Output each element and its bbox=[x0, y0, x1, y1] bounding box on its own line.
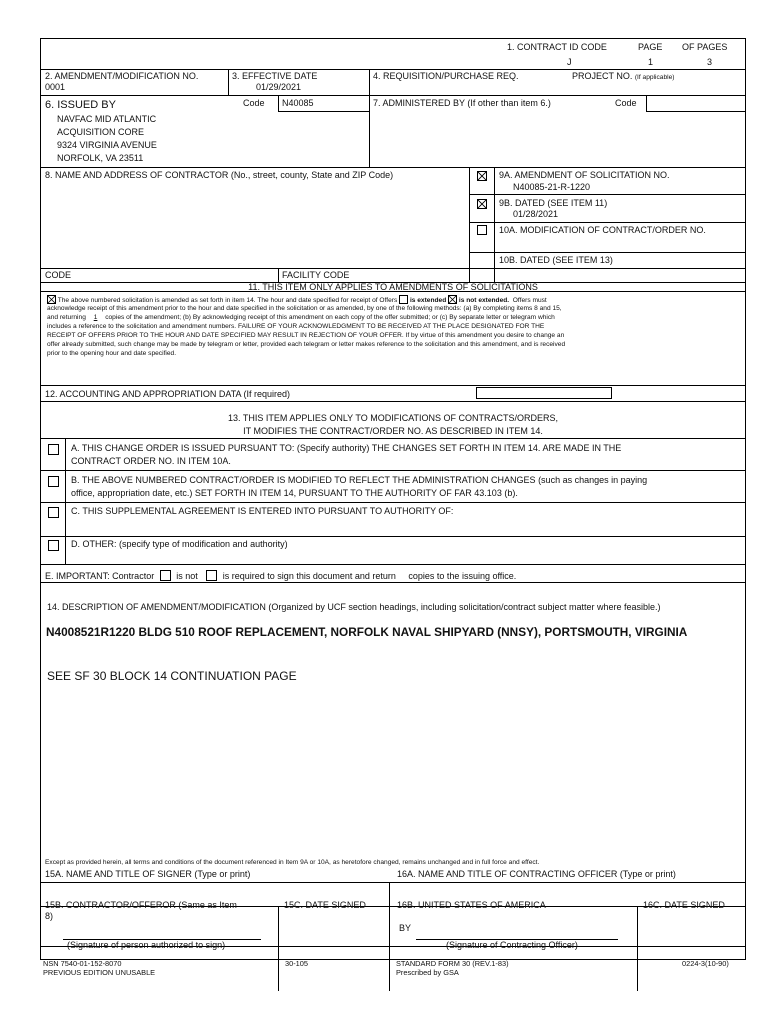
item-12-label: 12. ACCOUNTING AND APPROPRIATION DATA (If required) bbox=[45, 389, 291, 399]
amendment-label: 2. AMENDMENT/MODIFICATION NO. bbox=[45, 71, 199, 81]
item-14-label: 14. DESCRIPTION OF AMENDMENT/MODIFICATION (Organized by UCF section headings, including solicitation/contract subject matter where feasible.) bbox=[47, 602, 661, 612]
item-13c-checkbox[interactable] bbox=[48, 507, 59, 518]
item-9a-value: N40085-21-R-1220 bbox=[513, 182, 591, 192]
item-9b-value: 01/28/2021 bbox=[513, 209, 559, 219]
item-13-title-1: 13. THIS ITEM APPLIES ONLY TO MODIFICATIONS OF CONTRACTS/ORDERS, bbox=[227, 413, 559, 423]
administered-label: 7. ADMINISTERED BY (If other than item 6.) bbox=[373, 98, 551, 108]
code-label: CODE bbox=[45, 270, 72, 280]
sf30-form bbox=[40, 38, 746, 960]
item-13b-checkbox[interactable] bbox=[48, 476, 59, 487]
form-code: 30-105 bbox=[285, 959, 309, 968]
amendment-value: 0001 bbox=[45, 82, 66, 92]
issued-line-3: 9324 VIRGINIA AVENUE bbox=[57, 140, 157, 150]
item-14-continuation: SEE SF 30 BLOCK 14 CONTINUATION PAGE bbox=[47, 669, 297, 683]
is-required-checkbox[interactable] bbox=[206, 570, 217, 581]
item-11-line-4: includes a reference to the solicitation and amendment numbers. FAILURE OF YOUR ACKNOWLEDGMENT TO BE RECEIVED AT THE PLACE DESIGNATED FOR THE bbox=[47, 323, 545, 330]
item-16b-label: 16B. UNITED STATES OF AMERICA bbox=[397, 900, 546, 910]
issued-by-label: 6. ISSUED BY bbox=[45, 99, 116, 111]
of-pages-value: 3 bbox=[707, 57, 713, 67]
item-11-checkbox[interactable] bbox=[47, 295, 56, 304]
item-11-title: 11. THIS ITEM ONLY APPLIES TO AMENDMENTS OF SOLICITATIONS bbox=[248, 282, 538, 292]
form-number: 0224-3(10-90) bbox=[682, 959, 729, 968]
standard-form-label: STANDARD FORM 30 (REV.1-83) bbox=[396, 959, 509, 968]
by-label: BY bbox=[399, 923, 412, 933]
is-not-extended-checkbox[interactable] bbox=[448, 295, 457, 304]
issued-line-4: NORFOLK, VA 23511 bbox=[57, 153, 144, 163]
contract-id-label: 1. CONTRACT ID CODE bbox=[507, 42, 607, 52]
administered-code-label: Code bbox=[615, 98, 637, 108]
item-11-line-6: offer already submitted, such change may be made by telegram or letter, provided each telegram or letter makes reference to the solicitation and this amendment, and is received bbox=[47, 341, 566, 348]
item-16c-label: 16C. DATE SIGNED bbox=[643, 900, 725, 910]
signature-officer-caption: (Signature of Contracting Officer) bbox=[446, 940, 578, 950]
item-11-line-2: acknowledge receipt of this amendment prior to the hour and date specified in the solicitation or as amended, by one of the following methods: (a) By completing items 8 and 15, bbox=[47, 305, 562, 312]
item-15b-label-2: 8) bbox=[45, 911, 54, 921]
item-13d-checkbox[interactable] bbox=[48, 540, 59, 551]
page-value: 1 bbox=[648, 57, 654, 67]
prescribed-label: Prescribed by GSA bbox=[396, 968, 459, 977]
issued-line-1: NAVFAC MID ATLANTIC bbox=[57, 114, 157, 124]
project-label: PROJECT NO. (If applicable) bbox=[572, 71, 675, 81]
facility-code-label: FACILITY CODE bbox=[282, 270, 350, 280]
item-13b-line-2: office, appropriation date, etc.) SET FORTH IN ITEM 14, PURSUANT TO THE AUTHORITY OF FAR 43.103 (b). bbox=[71, 488, 518, 498]
contractor-label: 8. NAME AND ADDRESS OF CONTRACTOR (No., street, county, State and ZIP Code) bbox=[45, 170, 394, 180]
checkmark-x-icon bbox=[478, 200, 486, 208]
item-14-description: N4008521R1220 BLDG 510 ROOF REPLACEMENT, NORFOLK NAVAL SHIPYARD (NNSY), PORTSMOUTH, VIRGINIA bbox=[46, 625, 688, 639]
effective-date-label: 3. EFFECTIVE DATE bbox=[232, 71, 318, 81]
item-9a-checkbox[interactable] bbox=[477, 171, 487, 181]
item-13c-text: C. THIS SUPPLEMENTAL AGREEMENT IS ENTERED INTO PURSUANT TO AUTHORITY OF: bbox=[71, 506, 454, 516]
requisition-label: 4. REQUISITION/PURCHASE REQ. bbox=[373, 71, 519, 81]
checkmark-x-icon bbox=[48, 296, 55, 303]
item-15a-label: 15A. NAME AND TITLE OF SIGNER (Type or print) bbox=[45, 869, 251, 879]
item-9b-checkbox[interactable] bbox=[477, 199, 487, 209]
item-13d-text: D. OTHER: (specify type of modification and authority) bbox=[71, 539, 288, 549]
issued-code-value: N40085 bbox=[282, 98, 314, 108]
effective-date-value: 01/29/2021 bbox=[256, 82, 302, 92]
item-11-line-1: The above numbered solicitation is amended as set forth in item 14. The hour and date specified for receipt of Offers is extended is not extended. Offers must bbox=[47, 295, 547, 305]
except-text: Except as provided herein, all terms and conditions of the document referenced in Item 9A or 10A, as heretofore changed, remains unchanged and in full force and effect. bbox=[45, 859, 540, 866]
item-16a-label: 16A. NAME AND TITLE OF CONTRACTING OFFICER (Type or print) bbox=[397, 869, 676, 879]
item-11-line-3: and returning 1 copies of the amendment; (b) By acknowledging receipt of this amendment on each copy of the offer submitted; or (c) By separate letter or telegram which bbox=[47, 314, 555, 321]
page-label: PAGE bbox=[638, 42, 663, 52]
item-15c-label: 15C. DATE SIGNED bbox=[284, 900, 366, 910]
item-13a-line-1: A. THIS CHANGE ORDER IS ISSUED PURSUANT TO: (Specify authority) THE CHANGES SET FORTH IN ITEM 14. ARE MADE IN THE bbox=[71, 443, 622, 453]
item-10a-label: 10A. MODIFICATION OF CONTRACT/ORDER NO. bbox=[499, 225, 706, 235]
item-13a-line-2: CONTRACT ORDER NO. IN ITEM 10A. bbox=[71, 456, 231, 466]
item-11-line-7: prior to the opening hour and date specified. bbox=[47, 350, 177, 357]
of-pages-label: OF PAGES bbox=[682, 42, 728, 52]
item-11-line-5: RECEIPT OF OFFERS PRIOR TO THE HOUR AND DATE SPECIFIED MAY RESULT IN REJECTION OF YOUR OFFER. If by virtue of this amendment you desire to change an bbox=[47, 332, 565, 339]
important-line: E. IMPORTANT: Contractor is not is required to sign this document and return copies to the issuing office. bbox=[45, 571, 517, 581]
is-not-required-checkbox[interactable] bbox=[160, 570, 171, 581]
issued-line-2: ACQUISITION CORE bbox=[57, 127, 145, 137]
checkmark-x-icon bbox=[478, 172, 486, 180]
signature-contractor-caption: (Signature of person authorized to sign) bbox=[67, 940, 226, 950]
item-13a-checkbox[interactable] bbox=[48, 444, 59, 455]
item-12-field[interactable] bbox=[476, 387, 612, 399]
issued-code-label: Code bbox=[243, 98, 265, 108]
previous-edition-label: PREVIOUS EDITION UNUSABLE bbox=[43, 968, 156, 977]
item-9a-label: 9A. AMENDMENT OF SOLICITATION NO. bbox=[499, 170, 670, 180]
item-10a-checkbox[interactable] bbox=[477, 225, 487, 235]
item-9b-label: 9B. DATED (SEE ITEM 11) bbox=[499, 198, 608, 208]
item-10b-label: 10B. DATED (SEE ITEM 13) bbox=[499, 255, 613, 265]
contract-id-value: J bbox=[567, 57, 572, 67]
checkmark-x-icon bbox=[449, 296, 456, 303]
item-13b-line-1: B. THE ABOVE NUMBERED CONTRACT/ORDER IS MODIFIED TO REFLECT THE ADMINISTRATION CHANGES (such as changes in paying bbox=[71, 475, 648, 485]
nsn-label: NSN 7540-01-152-8070 bbox=[43, 959, 122, 968]
item-13-title-2: IT MODIFIES THE CONTRACT/ORDER NO. AS DESCRIBED IN ITEM 14. bbox=[243, 426, 543, 436]
item-15b-label-1: 15B. CONTRACTOR/OFFEROR (Same as Item bbox=[45, 900, 237, 910]
is-extended-checkbox[interactable] bbox=[399, 295, 408, 304]
